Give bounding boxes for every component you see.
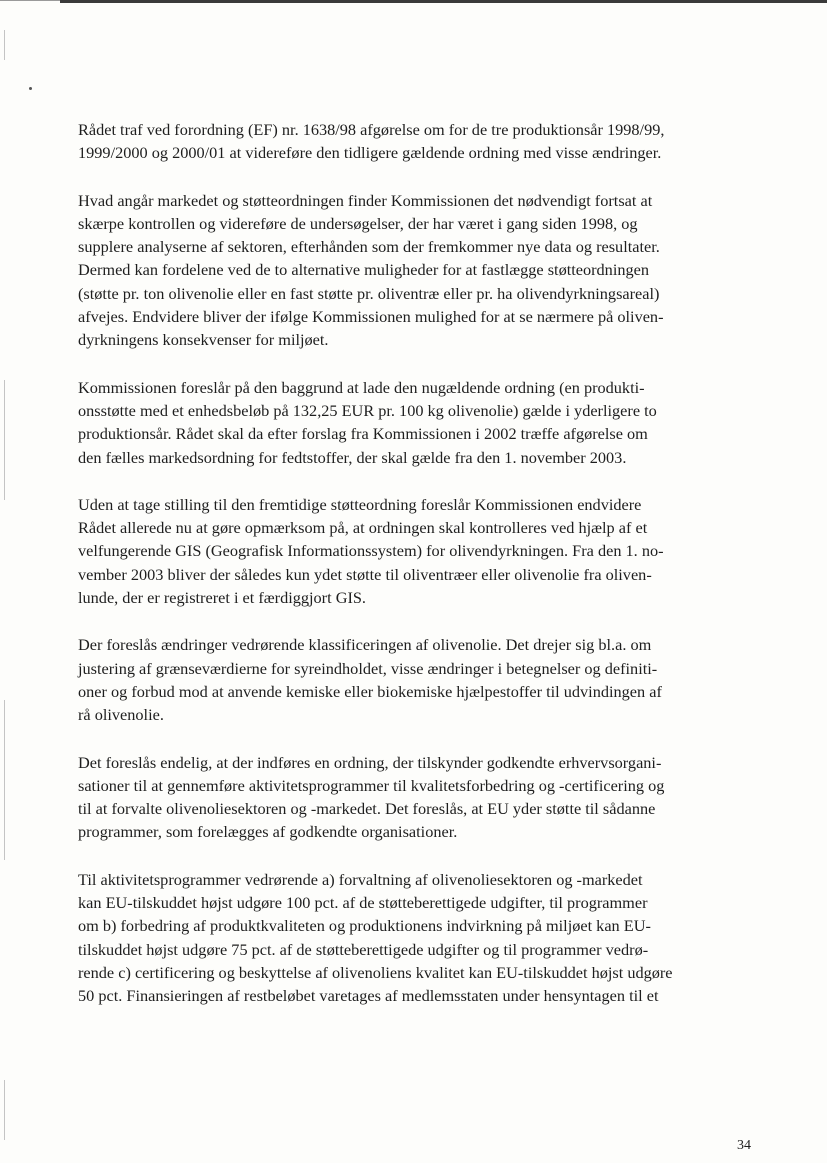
text-line: oner og forbud mod at anvende kemiske eller biokemiske hjælpestoffer til udvindingen af <box>78 681 662 701</box>
text-line: om b) forbedring af produktkvaliteten og produktionens indvirkning på miljøet kan EU- <box>78 916 651 936</box>
text-line: Kommissionen foreslår på den baggrund at lade den nugældende ordning (en produkti- <box>78 377 645 397</box>
text-line: onsstøtte med et enhedsbeløb på 132,25 EUR pr. 100 kg olivenolie) gælde i yderligere to <box>78 400 657 420</box>
text-line: programmer, som forelægges af godkendte organisationer. <box>78 822 458 842</box>
top-edge-scan-line <box>60 0 827 3</box>
top-edge-faint-line <box>0 0 60 1</box>
paragraph <box>78 493 758 609</box>
text-line: rende c) certificering og beskyttelse af olivenoliens kvalitet kan EU-tilskuddet højst udgøre <box>78 962 673 982</box>
text-line: lunde, der er registreret i et færdiggjort GIS. <box>78 588 366 608</box>
paragraph <box>78 868 758 1008</box>
text-line: (støtte pr. ton olivenolie eller en fast støtte pr. oliventræ eller pr. ha olivendyrkningsareal) <box>78 283 660 303</box>
text-line: skærpe kontrollen og videreføre de undersøgelser, der har været i gang siden 1998, og <box>78 213 638 233</box>
text-line: til at forvalte olivenoliesektoren og -markedet. Det foreslås, at EU yder støtte til sådanne <box>78 799 656 819</box>
text-line: Til aktivitetsprogrammer vedrørende a) forvaltning af olivenoliesektoren og -markedet <box>78 869 643 889</box>
text-line: tilskuddet højst udgøre 75 pct. af de støtteberettigede udgifter og til programmer vedrø- <box>78 939 649 959</box>
text-line: Hvad angår markedet og støtteordningen finder Kommissionen det nødvendigt fortsat at <box>78 190 653 210</box>
text-line: Der foreslås ændringer vedrørende klassificeringen af olivenolie. Det drejer sig bl.a. om <box>78 635 652 655</box>
text-line: den fælles markedsordning for fedtstoffer, der skal gælde fra den 1. november 2003. <box>78 447 627 467</box>
paragraph <box>78 189 758 352</box>
document-body <box>78 118 758 1032</box>
text-line: velfungerende GIS (Geografisk Informationssystem) for olivendyrkningen. Fra den 1. no- <box>78 541 664 561</box>
text-line: Det foreslås endelig, at der indføres en ordning, der tilskynder godkendte erhvervsorgani- <box>78 752 662 772</box>
text-line: Rådet allerede nu at gøre opmærksom på, at ordningen skal kontrolleres ved hjælp af et <box>78 518 648 538</box>
page-number: 34 <box>737 1138 751 1153</box>
left-edge-scan-mark <box>4 1080 5 1140</box>
text-line: kan EU-tilskuddet højst udgøre 100 pct. af de støtteberettigede udgifter, til programmer <box>78 893 648 913</box>
left-edge-scan-mark <box>4 380 5 500</box>
left-edge-scan-mark <box>4 30 5 60</box>
left-edge-scan-mark <box>4 700 5 860</box>
text-line: Rådet traf ved forordning (EF) nr. 1638/98 afgørelse om for de tre produktionsår 1998/99, <box>78 120 665 139</box>
text-line: Uden at tage stilling til den fremtidige støtteordning foreslår Kommissionen endvidere <box>78 494 642 514</box>
text-line: dyrkningens konsekvenser for miljøet. <box>78 330 329 350</box>
text-line: 1999/2000 og 2000/01 at videreføre den tidligere gældende ordning med visse ændringer. <box>78 143 662 163</box>
paragraph <box>78 751 758 844</box>
text-line: Dermed kan fordelene ved de to alternative muligheder for at fastlægge støtteordningen <box>78 260 649 280</box>
text-line: sationer til at gennemføre aktivitetsprogrammer til kvalitetsforbedring og -certificering og <box>78 775 665 795</box>
paragraph <box>78 376 758 469</box>
text-line: supplere analyserne af sektoren, efterhånden som der fremkommer nye data og resultater. <box>78 237 660 257</box>
scan-speck <box>29 87 32 90</box>
text-line: justering af grænseværdierne for syreindholdet, visse ændringer i betegnelser og definiti- <box>78 658 658 678</box>
text-line: afvejes. Endvidere bliver der ifølge Kommissionen mulighed for at se nærmere på oliven- <box>78 307 664 327</box>
paragraph <box>78 118 758 165</box>
text-line: 50 pct. Finansieringen af restbeløbet varetages af medlemsstaten under hensyntagen til et <box>78 986 659 1006</box>
text-line: rå olivenolie. <box>78 705 164 725</box>
text-line: vember 2003 bliver der således kun ydet støtte til oliventræer eller olivenolie fra oliven- <box>78 564 652 584</box>
paragraph <box>78 633 758 726</box>
text-line: produktionsår. Rådet skal da efter forslag fra Kommissionen i 2002 træffe afgørelse om <box>78 424 648 444</box>
